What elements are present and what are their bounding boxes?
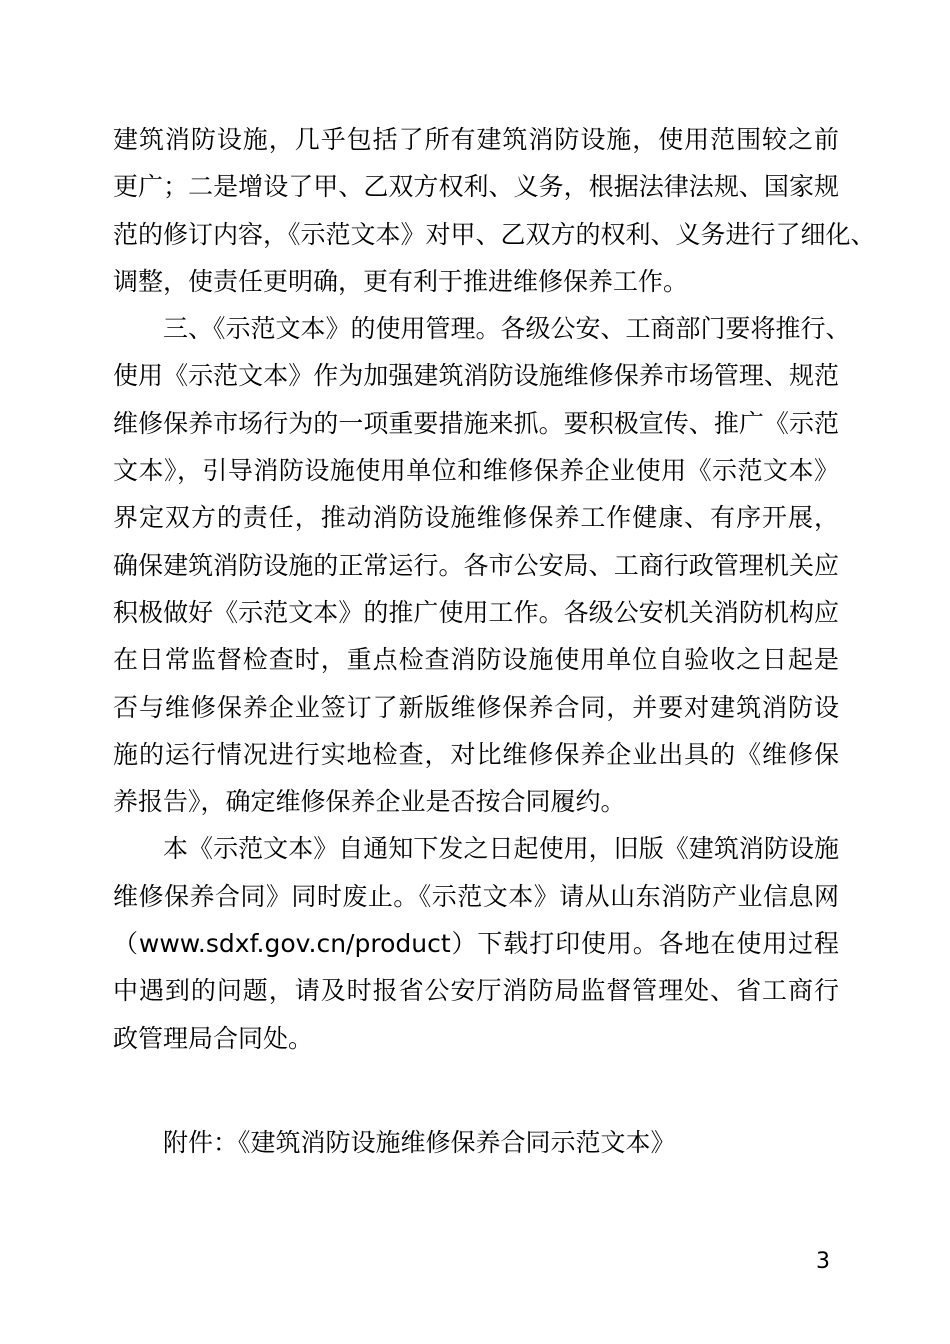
text-line: 施的运行情况进行实地检查，对比维修保养企业出具的《维修保 bbox=[113, 739, 839, 769]
text-line: 在日常监督检查时，重点检查消防设施使用单位自验收之日起是 bbox=[113, 645, 839, 675]
text-line: 范的修订内容，《示范文本》对甲、乙双方的权利、义务进行了细化、 bbox=[113, 219, 876, 249]
text-line: 确保建筑消防设施的正常运行。各市公安局、工商行政管理机关应 bbox=[113, 550, 839, 580]
paragraph bbox=[113, 825, 839, 1061]
text-line: 维修保养合同》同时废止。《示范文本》请从山东消防产业信息网 bbox=[113, 881, 839, 911]
text-line: 使用《示范文本》作为加强建筑消防设施维修保养市场管理、规范 bbox=[113, 361, 839, 391]
text-line: 养报告》，确定维修保养企业是否按合同履约。 bbox=[113, 787, 626, 817]
text-line: 三、《示范文本》的使用管理。各级公安、工商部门要将推行、 bbox=[163, 314, 851, 344]
document-body bbox=[113, 116, 876, 1062]
text-line: （www.sdxf.gov.cn/product）下载打印使用。各地在使用过程 bbox=[113, 929, 839, 959]
text-line: 本《示范文本》自通知下发之日起使用，旧版《建筑消防设施 bbox=[163, 834, 839, 864]
attachment-line: 附件：《建筑消防设施维修保养合同示范文本》 bbox=[163, 1128, 676, 1157]
text-line: 调整，使责任更明确，更有利于推进维修保养工作。 bbox=[113, 266, 689, 296]
text-line: 否与维修保养企业签订了新版维修保养合同，并要对建筑消防设 bbox=[113, 692, 839, 722]
paragraph bbox=[113, 116, 876, 305]
text-line: 政管理局合同处。 bbox=[113, 1023, 314, 1053]
paragraph bbox=[113, 305, 851, 825]
text-line: 界定双方的责任，推动消防设施维修保养工作健康、有序开展， bbox=[113, 503, 839, 533]
text-line: 文本》，引导消防设施使用单位和维修保养企业使用《示范文本》 bbox=[113, 456, 839, 486]
text-line: 建筑消防设施，几乎包括了所有建筑消防设施，使用范围较之前 bbox=[113, 125, 839, 154]
text-line: 更广；二是增设了甲、乙双方权利、义务，根据法律法规、国家规 bbox=[113, 172, 839, 202]
page-number: 3 bbox=[816, 1249, 830, 1274]
text-line: 积极做好《示范文本》的推广使用工作。各级公安机关消防机构应 bbox=[113, 597, 839, 627]
text-line: 维修保养市场行为的一项重要措施来抓。要积极宣传、推广《示范 bbox=[113, 408, 839, 438]
text-line: 中遇到的问题，请及时报省公安厅消防局监督管理处、省工商行 bbox=[113, 976, 839, 1006]
